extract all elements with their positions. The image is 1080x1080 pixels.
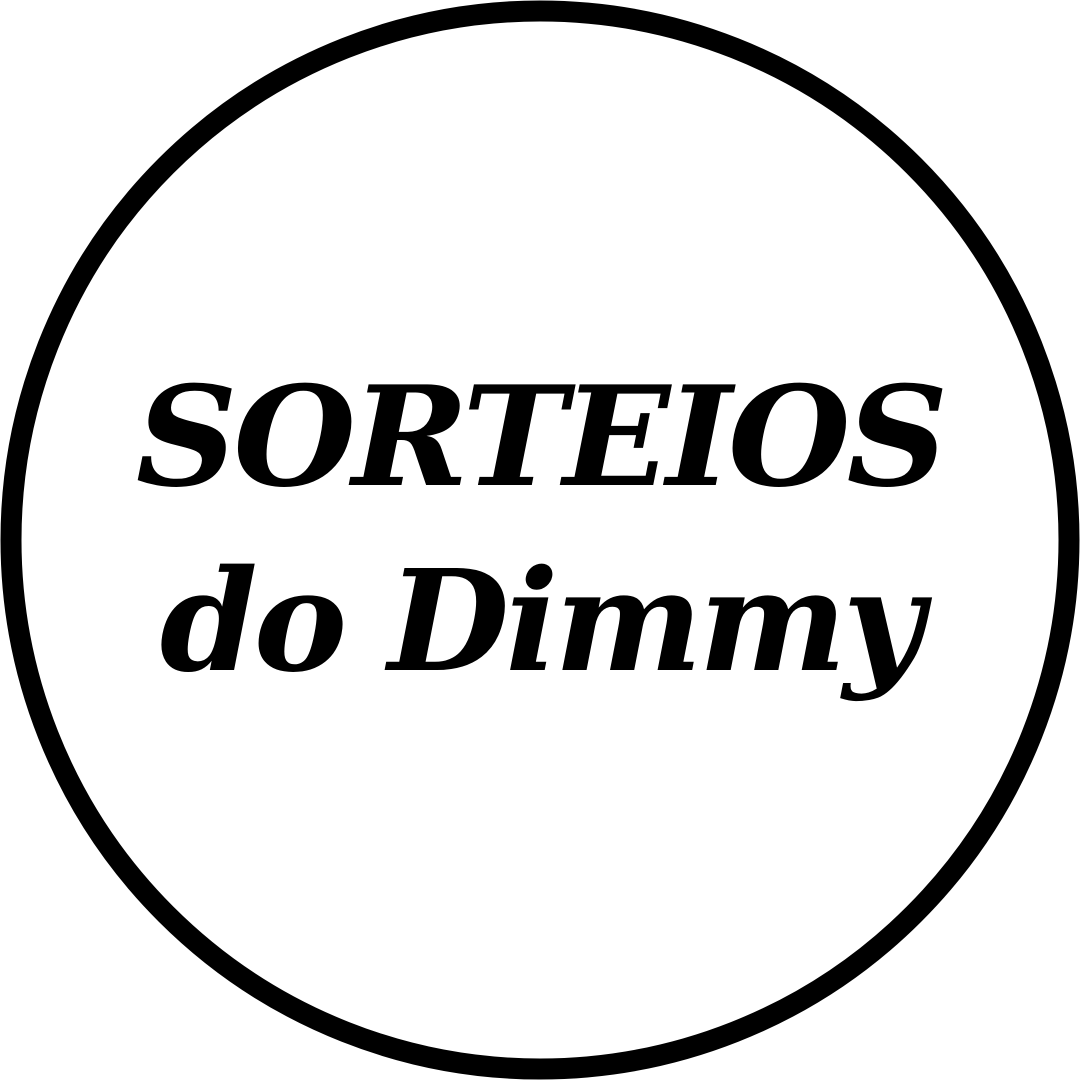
logo-title-line1: SORTEIOS — [135, 355, 945, 518]
logo-title-line2: do Dimmy — [159, 540, 921, 704]
